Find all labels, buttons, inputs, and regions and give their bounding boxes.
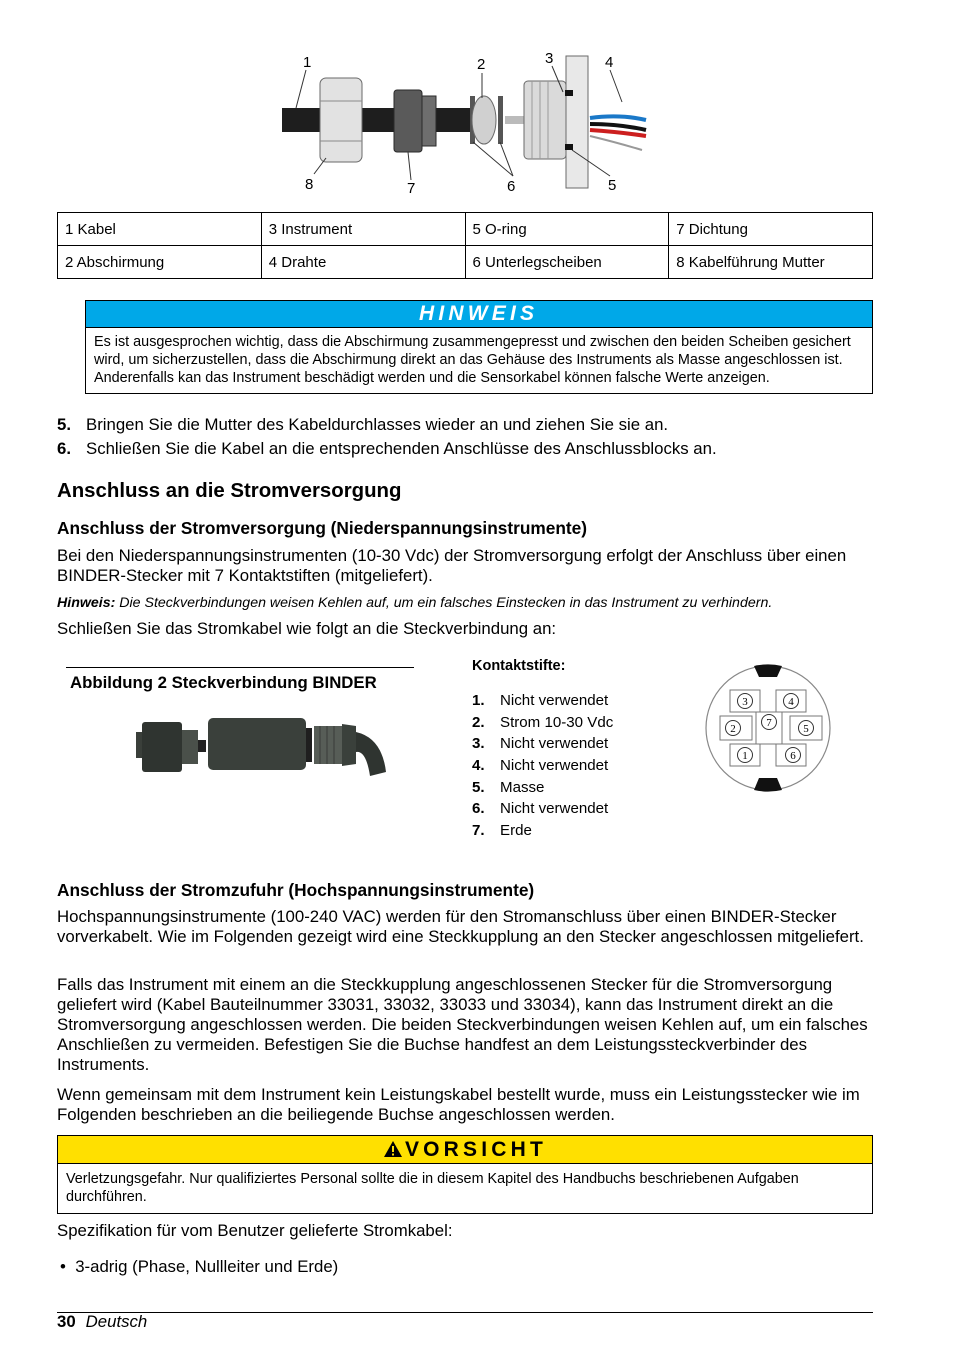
list-item [472,690,613,712]
caution-title: VORSICHT [404,1138,548,1161]
pin-2-glyph: 2 [730,723,736,735]
pin-label: Masse [500,778,545,796]
list-item [472,755,613,777]
step-6 [57,439,717,459]
pin-label: Erde [500,822,532,840]
pin-layout-diagram [704,664,832,792]
figure-rule [66,667,414,668]
list-item [472,820,613,842]
legend-cell: 6 Unterlegscheiben [465,246,669,279]
pin-4-glyph: 4 [788,696,794,708]
high-voltage-paragraph-3: Wenn gemeinsam mit dem Instrument kein Leistungskabel bestellt wurde, muss ein Leistungsstecker wie im Folgenden beschrieben an die beiliegende Buchse angeschlossen werden. [57,1085,860,1124]
footer-language: Deutsch [85,1312,148,1331]
pin-number: 1. [472,692,485,709]
table-row [58,213,873,246]
pin-number: 3. [472,735,485,753]
pin-label: Strom 10-30 Vdc [500,713,614,731]
hinweis-text: Die Steckverbindungen weisen Kehlen auf, um ein falsches Einstecken in das Instrument zu verhindern. [115,595,773,611]
spec-intro: Spezifikation für vom Benutzer gelieferte Stromkabel: [57,1221,453,1240]
page-footer [57,1312,147,1332]
high-voltage-paragraph-1: Hochspannungsinstrumente (100-240 VAC) werden für den Stromanschluss über einen BINDER-Stecker vorverkabelt. Wie im Folgenden gezeigt wird eine Steckkupplung an den Stecker angeschlossen mitgeliefert. [57,907,864,946]
list-item [472,712,613,734]
pin-1-glyph: 1 [742,750,748,762]
callout-2: 2 [477,56,486,73]
caution-box [57,1135,873,1214]
legend-cell: 3 Instrument [261,213,465,246]
caution-header [58,1136,872,1164]
notice-title: HINWEIS [419,302,539,325]
legend-cell: 1 Kabel [58,213,262,246]
list-item [472,733,613,755]
pin-label: Nicht verwendet [500,757,609,775]
pin-number: 2. [472,713,485,731]
legend-table [57,212,873,279]
figure-caption: Abbildung 2 Steckverbindung BINDER [70,673,377,692]
low-voltage-paragraph: Bei den Niederspannungsinstrumenten (10-30 Vdc) der Stromversorgung erfolgt der Anschluss über einen BINDER-Stecker mit 7 Kontaktstiften (mitgeliefert). [57,546,847,585]
legend-cell: 4 Drahte [261,246,465,279]
subsection-title-high-voltage: Anschluss der Stromzufuhr (Hochspannungsinstrumente) [57,880,535,900]
bullet-marker: • [60,1257,76,1276]
step-5 [57,415,668,435]
callout-3: 3 [545,50,554,67]
pin-number: 7. [472,822,485,840]
callout-5: 5 [608,177,617,194]
legend-cell: 8 Kabelführung Mutter [669,246,873,279]
step-text: Schließen Sie die Kabel an die entsprechenden Anschlüsse des Anschlussblocks an. [86,439,717,458]
connect-instruction: Schließen Sie das Stromkabel wie folgt an die Steckverbindung an: [57,619,557,638]
pins-title: Kontaktstifte: [472,658,566,674]
hinweis-note [57,595,772,611]
pin-number: 5. [472,778,485,796]
legend-cell: 7 Dichtung [669,213,873,246]
notice-text: Es ist ausgesprochen wichtig, dass die Abschirmung zusammengepresst und zwischen den beiden Scheiben gesichert wird, um sicherzustellen, dass die Abschirmung direkt an das Gehäuse des Instruments als Masse angeschlossen ist. Anderenfalls kan das Instrument beschädigt werden und die Sensorkabel können falsche Werte anzeigen. [94,334,851,386]
list-item [472,798,613,820]
bullet-text: 3-adrig (Phase, Nullleiter und Erde) [75,1257,339,1276]
caution-text: Verletzungsgefahr. Nur qualifiziertes Personal sollte die in diesem Kapitel des Handbuchs beschriebenen Aufgaben durchführen. [66,1171,799,1205]
pin-label: Nicht verwendet [500,735,609,753]
callout-6: 6 [507,178,516,195]
pin-number: 4. [472,757,485,775]
section-title: Anschluss an die Stromversorgung [57,480,402,502]
legend-cell: 2 Abschirmung [58,246,262,279]
step-number: 5. [57,415,71,434]
callout-1: 1 [303,54,312,71]
binder-connector-image [134,712,389,778]
high-voltage-paragraph-2: Falls das Instrument mit einem an die Steckkupplung angeschlossenen Stecker für die Stromversorgung geliefert wird (Kabel Bauteilnummer 33031, 33032, 33033 und 33034), kann das Instrument direkt an die Stromversorgung angeschlossen werden. Die beiden Steckverbindungen weisen Kehlen auf, um ein falsches Anschließen zu vermeiden. Befestigen Sie die Buchse handfest an dem Leistungssteckverbinder des Instruments. [57,975,868,1074]
table-row [58,246,873,279]
pin-3-glyph: 3 [742,696,748,708]
subsection-title-low-voltage: Anschluss der Stromversorgung (Niederspannungsinstrumente) [57,518,588,538]
callout-4: 4 [605,54,614,71]
page-number: 30 [57,1312,76,1331]
list-item [472,777,613,799]
footer-rule [57,1312,873,1313]
callout-7: 7 [407,180,416,197]
pin-6-glyph: 6 [790,750,796,762]
legend-cell: 5 O-ring [465,213,669,246]
pin-list [472,690,613,842]
pin-label: Nicht verwendet [500,692,609,709]
notice-header [86,301,872,328]
warning-triangle-icon [383,1140,403,1158]
step-text: Bringen Sie die Mutter des Kabeldurchlasses wieder an und ziehen Sie sie an. [86,415,669,434]
pin-number: 6. [472,800,485,818]
notice-box [85,300,873,394]
cable-gland-diagram [270,46,670,201]
callout-8: 8 [305,176,314,193]
hinweis-label: Hinweis: [57,595,116,611]
pin-7-glyph: 7 [766,717,772,729]
list-item [60,1257,338,1277]
step-number: 6. [57,439,71,458]
pin-5-glyph: 5 [803,723,809,735]
pin-label: Nicht verwendet [500,800,609,818]
